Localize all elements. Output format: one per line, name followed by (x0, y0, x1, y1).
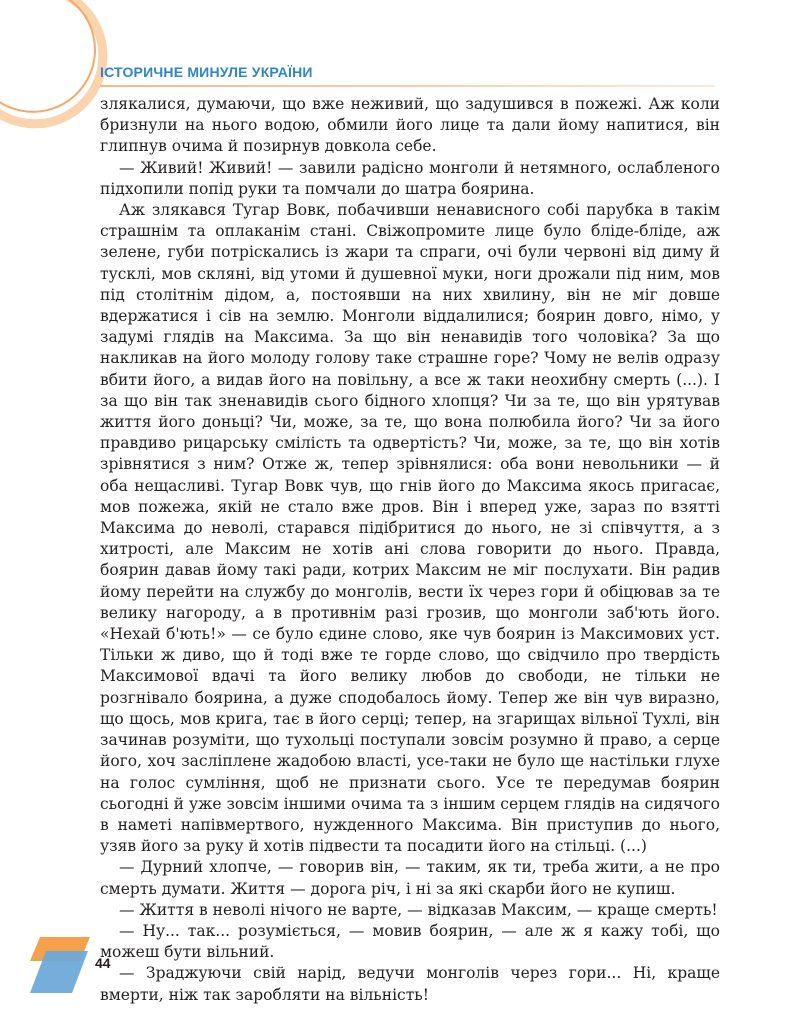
paragraph: злякалися, думаючи, що вже неживий, що задушився в пожежі. Аж коли бризнули на нього водою, обмили його лице та дали йому напитися, він глипнув очима й позирнув довкола себе. (100, 95, 720, 156)
paragraph: — Живий! Живий! — завили радісно монголи й нетямного, ослабленого підхопили попід руки та помчали до шатра боярина. (100, 158, 720, 198)
paragraph: — Зраджуючи свій нарід, ведучи монголів через гори... Ні, краще вмерти, ніж так заробляти на вільність! (100, 964, 720, 1004)
paragraph: Аж злякався Тугар Вовк, побачивши ненависного собі парубка в такім страшнім та оплаканім стані. Свіжопромите лице було бліде-бліде, аж зелене, губи потріскались із жари та спраги, очі були червоні від диму й тусклі, мов скляні, від утоми й душевної муки, ноги дрожали під ним, мов під столітнім дідом, а, постоявши на них хвилину, він не міг довше вдержатися і сів на землю. Монголи віддалилися; боярин довго, німо, у задумі глядів на Максима. За що він ненавидів того чоловіка? За що накликав на його молоду голову таке страшне горе? Чому не велів одразу вбити його, а видав його на повільну, а все ж таки неохибну смерть (...). І за що він так зненавидів сього бідного хлопця? Чи за те, що він урятував життя його доньці? Чи, може, за те, що вона полюбила його? Чи за його правдиво рицарську смілість та одвертість? Чи, може, за те, що він хотів зрівнятися з ним? Отже ж, тепер зрівнялися: оба вони невольники — й оба нещасливі. Тугар Вовк чув, що гнів його до Максима якось пригасає, мов пожежа, якій не стало вже дров. Він і вперед уже, зараз по взятті Максима до неволі, старався підібритися до нього, не зі співчуття, а з хитрості, але Максим не хотів ані слова говорити до нього. Правда, боярин давав йому такі ради, котрих Максим не міг послухати. Він радив йому перейти на службу до монголів, вести їх через гори й обіцював за те велику нагороду, а в противнім разі грозив, що монголи заб'ють його. «Нехай б'ють!» — се було єдине слово, яке чув боярин із Максимових уст. Тільки ж диво, що й тоді вже те горде слово, що свідчило про твердість Максимової вдачі та його велику любов до свободи, не тільки не розгнівало боярина, а дуже сподобалось йому. Тепер же він чув виразно, що щось, мов крига, тає в його серці; тепер, на згарищах вільної Тухлі, він зачинав розуміти, що тухольці поступали зовсім розумно й право, а серце його, хоч засліплене жадобою власті, усе-таки не було ще настільки глухе на голос сумління, щоб не признати сього. Усе те передумав боярин сьогодні й уже зовсім іншими очима та з іншим серцем глядів на сидячого в наметі напівмертвого, нужденного Максима. Він приступив до нього, узяв його за руку й хотів підвести та посадити його на стільці. (...) (100, 201, 720, 856)
paragraph: — Ну... так... розуміється, — мовив боярин, — але ж я кажу тобі, що можеш бути вільний. (100, 921, 720, 962)
paragraph: — Дурний хлопче, — говорив він, — таким, як ти, треба жити, а не про смерть думати. Життя — дорога річ, і ні за які скарби його не купиш. (100, 858, 720, 898)
page-corner-mark (30, 937, 92, 993)
paragraph: — Життя в неволі нічого не варте, — відказав Максим, — краще смерть! (119, 900, 718, 919)
section-title: ІСТОРИЧНЕ МИНУЛЕ УКРАЇНИ (100, 64, 313, 80)
page-number: 44 (95, 955, 111, 971)
story-text (100, 94, 720, 1006)
header-divider (100, 85, 715, 87)
